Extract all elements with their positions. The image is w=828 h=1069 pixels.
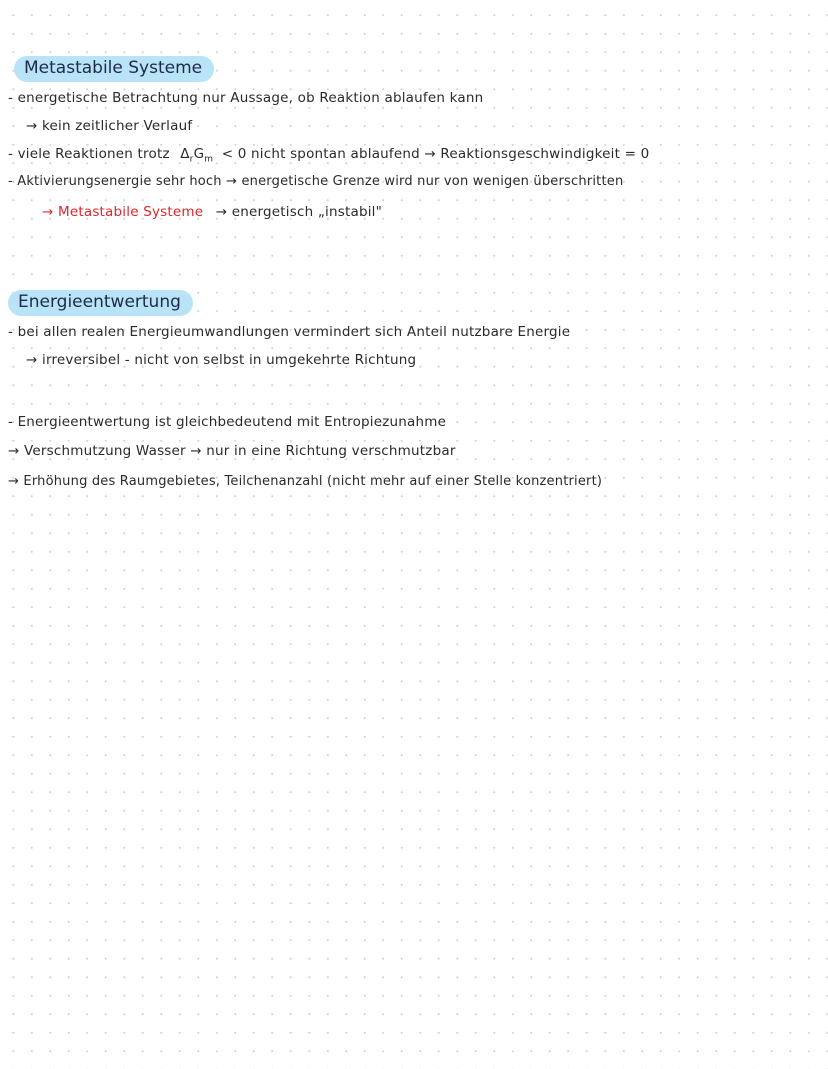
note-line-3-text: - viele Reaktionen trotz [8, 146, 170, 162]
subscript-m: m [204, 154, 214, 165]
delta-symbol: Δ [180, 146, 190, 162]
note-line-9: → Verschmutzung Wasser → nur in eine Richtung verschmutzbar [8, 443, 456, 459]
note-line-7: → irreversibel - nicht von selbst in umgekehrte Richtung [26, 352, 417, 368]
delta-r-g-m-formula [180, 146, 214, 165]
note-line-3 [8, 146, 649, 165]
subscript-r: r [189, 154, 194, 165]
note-line-2: → kein zeitlicher Verlauf [26, 118, 193, 134]
note-line-4: - Aktivierungsenergie sehr hoch → energetische Grenze wird nur von wenigen überschritten [8, 174, 624, 189]
note-line-5 [42, 204, 382, 220]
note-line-8: - Energieentwertung ist gleichbedeutend mit Entropiezunahme [8, 414, 447, 430]
energetisch-instabil: → energetisch „instabil" [215, 204, 383, 220]
note-line-6: - bei allen realen Energieumwandlungen vermindert sich Anteil nutzbare Energie [8, 324, 571, 340]
note-line-10: → Erhöhung des Raumgebietes, Teilchenanzahl (nicht mehr auf einer Stelle konzentriert) [8, 474, 603, 489]
heading-energieentwertung: Energieentwertung [8, 290, 193, 316]
note-line-1: - energetische Betrachtung nur Aussage, ob Reaktion ablaufen kann [8, 90, 484, 106]
note-line-3-rest: < 0 nicht spontan ablaufend → Reaktionsgeschwindigkeit = 0 [221, 146, 650, 162]
g-symbol: G [193, 146, 205, 162]
heading-metastabile-systeme: Metastabile Systeme [14, 56, 214, 82]
metastabile-systeme-highlight: → Metastabile Systeme [42, 204, 204, 220]
